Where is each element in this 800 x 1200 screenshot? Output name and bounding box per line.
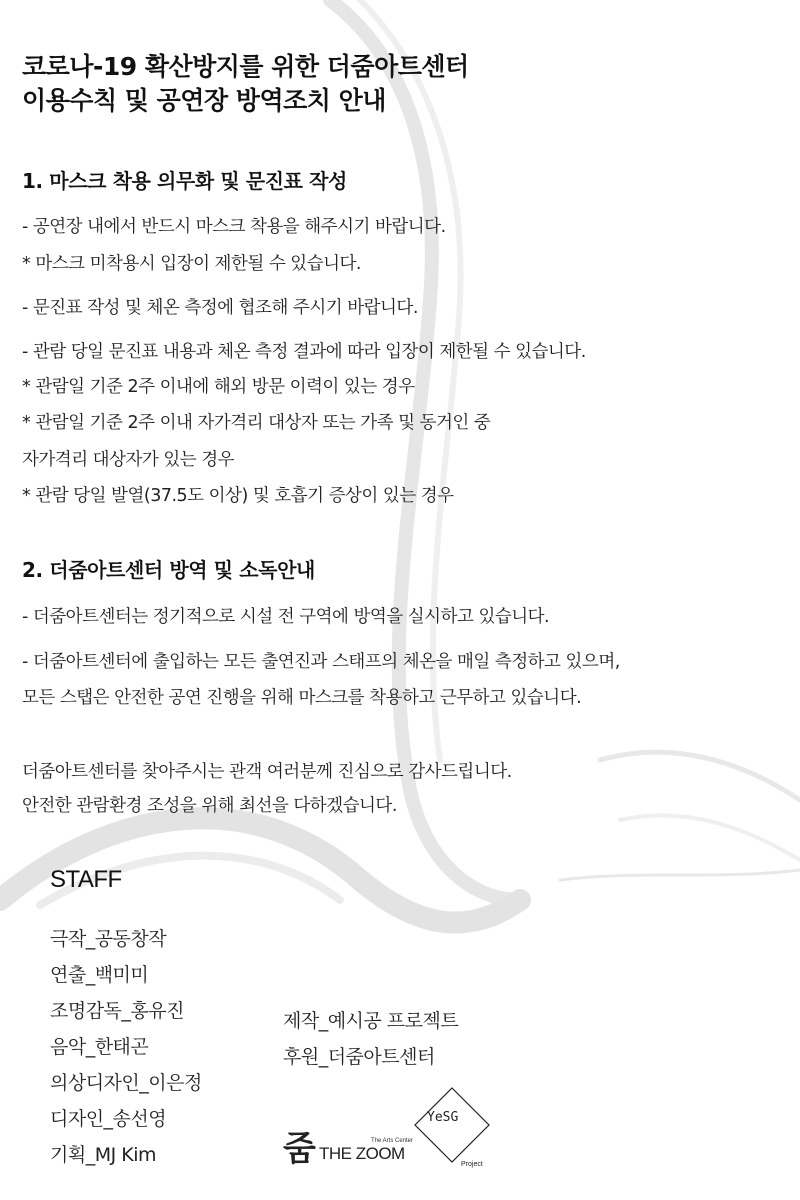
- section2-line: - 더줌아트센터는 정기적으로 시설 전 구역에 방역을 실시하고 있습니다.: [22, 607, 550, 627]
- section1-line: * 관람 당일 발열(37.5도 이상) 및 호흡기 증상이 있는 경우: [22, 486, 454, 506]
- zoom-logo-subtitle: The Arts Center: [371, 1138, 413, 1144]
- sponsor-credit: 후원_더줌아트센터: [283, 1046, 435, 1068]
- section1-heading: 1. 마스크 착용 의무화 및 문진표 작성: [22, 169, 347, 193]
- staff-credit: 의상디자인_이은정: [50, 1072, 202, 1094]
- closing-line: 더줌아트센터를 찾아주시는 관객 여러분께 진심으로 감사드립니다.: [22, 762, 512, 782]
- page-title-line2: 이용수칙 및 공연장 방역조치 안내: [22, 86, 386, 115]
- production-credit: 제작_예시공 프로젝트: [283, 1010, 459, 1032]
- closing-line: 안전한 관람환경 조성을 위해 최선을 다하겠습니다.: [22, 796, 397, 816]
- staff-title: STAFF: [50, 866, 122, 893]
- section1-line: 자가격리 대상자가 있는 경우: [22, 450, 235, 470]
- section1-line: - 관람 당일 문진표 내용과 체온 측정 결과에 따라 입장이 제한될 수 있습니다.: [22, 342, 586, 362]
- section2-line: 모든 스탭은 안전한 공연 진행을 위해 마스크를 착용하고 근무하고 있습니다.: [22, 688, 582, 708]
- zoom-logo-mark: 줌: [283, 1129, 316, 1166]
- page-title: [22, 50, 469, 118]
- zoom-logo-name: THE ZOOM: [319, 1144, 405, 1163]
- yesg-logo-sub: Project: [461, 1161, 483, 1168]
- the-zoom-logo: [283, 1120, 413, 1166]
- staff-credit: 기획_MJ Kim: [50, 1144, 156, 1166]
- section2-line: - 더줌아트센터에 출입하는 모든 출연진과 스태프의 체온을 매일 측정하고 있으며,: [22, 652, 620, 672]
- section1-line: * 마스크 미착용시 입장이 제한될 수 있습니다.: [22, 254, 361, 274]
- yesg-logo-name: YeSG: [427, 1110, 459, 1125]
- section1-line: - 공연장 내에서 반드시 마스크 착용을 해주시기 바랍니다.: [22, 217, 446, 237]
- page-title-line1: 코로나-19 확산방지를 위한 더줌아트센터: [22, 52, 469, 81]
- staff-credit: 극작_공동창작: [50, 928, 167, 950]
- staff-credit: 디자인_송선영: [50, 1108, 167, 1130]
- section1-line: * 관람일 기준 2주 이내 자가격리 대상자 또는 가족 및 동거인 중: [22, 413, 491, 433]
- staff-credit: 조명감독_홍유진: [50, 1000, 184, 1022]
- staff-credit: 음악_한태곤: [50, 1036, 149, 1058]
- staff-credit: 연출_백미미: [50, 964, 149, 986]
- yesg-project-logo: [413, 1086, 491, 1168]
- section1-line: * 관람일 기준 2주 이내에 해외 방문 이력이 있는 경우: [22, 377, 415, 397]
- section2-heading: 2. 더줌아트센터 방역 및 소독안내: [22, 558, 315, 582]
- section1-line: - 문진표 작성 및 체온 측정에 협조해 주시기 바랍니다.: [22, 298, 418, 318]
